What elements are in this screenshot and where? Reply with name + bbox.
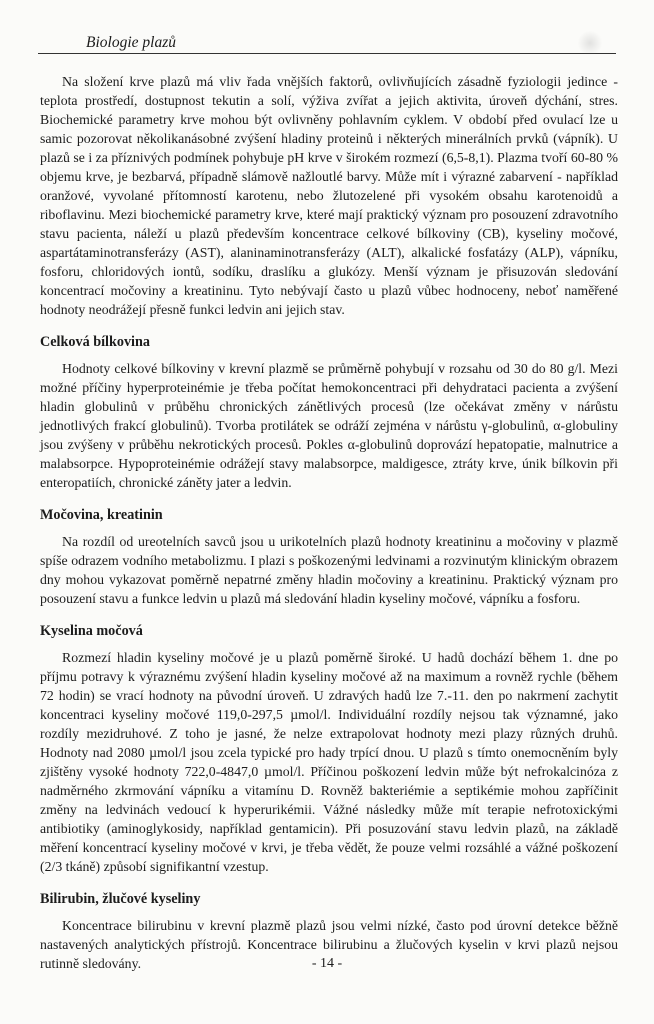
paragraph-kyselina-mocova: Rozmezí hladin kyseliny močové je u plazů poměrně široké. U hadů dochází během 1. dne po příjmu potravy k výraznému zvýšení hladin kyseliny močové až na maximum a rovněž rychle (během 72 hodin) se vrací hodnoty na původní úroveň. U zdravých hadů lze 7.-11. den po nakrmení zachytit koncentraci kyseliny močové 119,0-297,5 µmol/l. Individuální rozdíly nejsou tak významné, jako rozdíly mezidruhové. Z toho je jasné, že nelze extrapolovat hodnoty mezi plazy různých druhů. Hodnoty nad 2080 µmol/l jsou zcela typické pro hady trpící dnou. U plazů s tímto onemocněním byly zjištěny vysoké hodnoty 722,0-4847,0 µmol/l. Příčinou poškození ledvin může být nefrokalcinóza z nadměrného zkrmování vápníku a vitamínu D. Rovněž bakteriémie a septikémie mohou zapříčinit změny na ledvinách vedoucí k hyperurikémii. Vážné následky může mít terapie nefrotoxickými antibiotiky (aminoglykosidy, například gentamicin). Při posuzování stavu ledvin plazů, na základě měření koncentrací kyseliny močové v krvi, je třeba vědět, že pouze velmi rozsáhlé a vážné poškození (2/3 tkáně) způsobí signifikantní vzestup. [40, 650, 618, 874]
paragraph-mocovina-kreatinin: Na rozdíl od ureotelních savců jsou u urikotelních plazů hodnoty kreatininu a močoviny v plazmě spíše odrazem vodního metabolizmu. I plazi s poškozenými ledvinami a rozvinutým klinickým obrazem dny mohou vykazovat poměrně nepatrné změny hladin močoviny a kreatininu. Praktický význam pro posouzení stavu a funkce ledvin u plazů má sledování hladin kyseliny močové, vápníku a fosforu. [40, 534, 618, 606]
heading-bilirubin: Bilirubin, žlučové kyseliny [40, 891, 201, 907]
paragraph-celkova-bilkovina: Hodnoty celkové bílkoviny v krevní plazmě se průměrně pohybují v rozsahu od 30 do 80 g/l. Mezi možné příčiny hyperproteinémie je třeba počítat hemokoncentraci při dehydrataci pacienta a zvýšení hladin globulinů v průběhu chronických zánětlivých procesů (lze očekávat změny v nárůstu jednotlivých frakcí globulinů). Tvorba protilátek se odráží zejména v nárůstu γ-globulinů, α-globuliny jsou zvýšeny v průběhu nekrotických procesů. Pokles α-globulinů doprovází hepatopatie, malnutrice a malabsorpce. Hypoproteinémie odrážejí stavy malabsorpce, maldigesce, ztráty krve, únik bílkovin při enteropatiích, chronické záněty jater a ledvin. [40, 361, 618, 490]
main-content [40, 72, 618, 973]
running-header-title: Biologie plazů [86, 34, 176, 51]
running-header [38, 34, 616, 58]
paragraph-bilirubin: Koncentrace bilirubinu v krevní plazmě plazů jsou velmi nízké, často pod úrovní detekce běžně nastavených analytických přístrojů. Koncentrace bilirubinu a žlučových kyselin v krvi plazů nejsou rutinně sledovány. [40, 918, 618, 971]
heading-celkova-bilkovina: Celková bílkovina [40, 334, 150, 350]
scan-smudge [578, 30, 602, 56]
intro-paragraph: Na složení krve plazů má vliv řada vnějších faktorů, ovlivňujících zásadně fyziologii jedince - teplota prostředí, dostupnost tekutin a solí, výživa zvířat a jejich aktivita, úroveň dýchání, stres. Biochemické parametry krve mohou být ovlivněny pohlavním cyklem. V období před ovulací lze u samic pozorovat několikanásobné zvýšení hladiny proteinů i některých minerálních prvků (vápník). U plazů se i za příznivých podmínek pohybuje pH krve v širokém rozmezí (6,5-8,1). Plazma tvoří 60-80 % objemu krve, je bezbarvá, případně slámově nažloutlé barvy. Může mít i výrazné zabarvení - například oranžové, vyvolané přítomností karotenu, nebo žlutozelené při vysokém obsahu karotenoidů a riboflavinu. Mezi biochemické parametry krve, které mají praktický význam pro posouzení zdravotního stavu pacienta, náleží u plazů především koncentrace celkové bílkoviny (CB), kyseliny močové, aspartátaminotransferázy (AST), alaninaminotransferázy (ALT), alkalické fosfatázy (ALP), vápníku, fosforu, chloridových iontů, sodíku, draslíku a glukózy. Menší význam je přisuzován sledování koncentrací močoviny a kreatininu. Tyto nebývají často u plazů vůbec hodnoceny, neboť naměřené hodnoty neodrážejí přesně funkci ledvin ani jejich stav. [40, 74, 618, 317]
header-rule [38, 53, 616, 54]
page-number: - 14 - [311, 956, 343, 971]
heading-kyselina-mocova: Kyselina močová [40, 623, 143, 639]
heading-mocovina-kreatinin: Močovina, kreatinin [40, 507, 163, 523]
